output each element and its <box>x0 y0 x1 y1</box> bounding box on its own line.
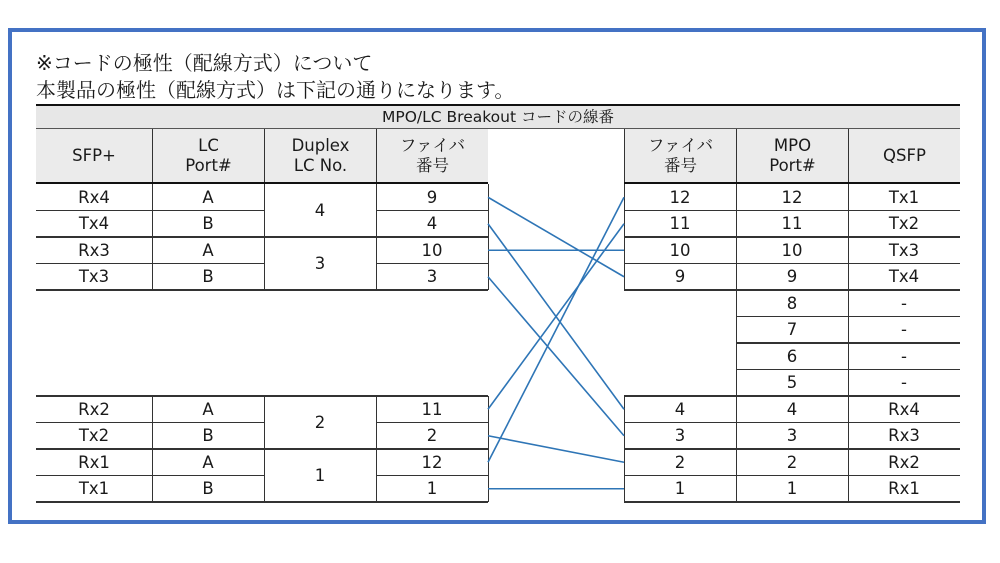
fiber-number-cell: 12 <box>421 452 443 472</box>
fiber-wire-3-to-3 <box>488 277 624 436</box>
fiber-number-cell: 9 <box>426 187 438 207</box>
heading-line-2: 本製品の極性（配線方式）は下記の通りになります。 <box>36 78 515 102</box>
fiber-number-cell: 4 <box>674 399 686 419</box>
lc-port-cell: A <box>202 187 214 207</box>
lc-port-cell: A <box>202 452 214 472</box>
lc-port-cell: B <box>202 479 214 499</box>
mpo-port-cell: 4 <box>786 399 798 419</box>
fiber-number-cell: 10 <box>421 240 443 260</box>
qsfp-lane-cell: Rx1 <box>888 479 920 499</box>
qsfp-lane-cell: Tx4 <box>888 267 920 287</box>
sfp-port-cell: Tx2 <box>78 426 110 446</box>
fiber-number-cell: 1 <box>674 479 686 499</box>
qsfp-lane-cell: Rx4 <box>888 399 920 419</box>
duplex-lc-cell: 4 <box>314 201 326 220</box>
lc-port-cell: B <box>202 426 214 446</box>
fiber-number-cell: 10 <box>669 240 691 260</box>
mpo-port-cell: 5 <box>786 373 798 393</box>
lc-port-cell: A <box>202 399 214 419</box>
mpo-port-cell: 12 <box>781 187 803 207</box>
fiber-wire-2-to-2 <box>488 436 624 463</box>
heading-line-1: ※コードの極性（配線方式）について <box>36 51 373 75</box>
qsfp-lane-cell: - <box>901 293 907 313</box>
mpo-port-cell: 2 <box>786 452 798 472</box>
fiber-number-cell: 12 <box>669 187 691 207</box>
fiber-number-cell: 1 <box>426 479 438 499</box>
fiber-number-cell: 2 <box>426 426 438 446</box>
sfp-port-cell: Tx1 <box>78 479 110 499</box>
sfp-port-cell: Rx4 <box>78 187 110 207</box>
mpo-port-cell: 1 <box>786 479 798 499</box>
mpo-port-cell: 9 <box>786 267 798 287</box>
qsfp-lane-cell: Tx2 <box>888 214 920 234</box>
mpo-port-cell: 11 <box>781 214 803 234</box>
sfp-port-cell: Rx1 <box>78 452 110 472</box>
sfp-port-cell: Tx3 <box>78 267 110 287</box>
header-mpo-port: MPO Port# <box>736 129 848 182</box>
sfp-port-cell: Rx3 <box>78 240 110 260</box>
lc-port-cell: A <box>202 240 214 260</box>
header-duplex-lc: Duplex LC No. <box>264 129 376 182</box>
fiber-number-cell: 2 <box>674 452 686 472</box>
mpo-port-cell: 7 <box>786 320 798 340</box>
qsfp-lane-cell: Tx1 <box>888 187 920 207</box>
fiber-number-cell: 3 <box>674 426 686 446</box>
mpo-port-cell: 10 <box>781 240 803 260</box>
mpo-port-cell: 8 <box>786 293 798 313</box>
duplex-lc-cell: 1 <box>314 466 326 485</box>
header-sfp: SFP+ <box>72 145 116 165</box>
qsfp-lane-cell: Rx3 <box>888 426 920 446</box>
fiber-number-cell: 11 <box>421 399 443 419</box>
mpo-port-cell: 6 <box>786 346 798 366</box>
header-lc-port: LC Port# <box>152 129 264 182</box>
lc-port-cell: B <box>202 214 214 234</box>
lc-port-cell: B <box>202 267 214 287</box>
fiber-number-cell: 9 <box>674 267 686 287</box>
fiber-number-cell: 11 <box>669 214 691 234</box>
qsfp-lane-cell: - <box>901 346 907 366</box>
qsfp-lane-cell: - <box>901 320 907 340</box>
qsfp-lane-cell: - <box>901 373 907 393</box>
qsfp-lane-cell: Rx2 <box>888 452 920 472</box>
duplex-lc-cell: 2 <box>314 413 326 432</box>
header-qsfp: QSFP <box>848 129 960 182</box>
fiber-number-cell: 3 <box>426 267 438 287</box>
sfp-port-cell: Tx4 <box>78 214 110 234</box>
table-title: MPO/LC Breakout コードの線番 <box>36 104 960 129</box>
duplex-lc-cell: 3 <box>314 254 326 273</box>
header-fiber-left: ファイバ 番号 <box>376 129 488 182</box>
qsfp-lane-cell: Tx3 <box>888 240 920 260</box>
sfp-port-cell: Rx2 <box>78 399 110 419</box>
header-fiber-right: ファイバ 番号 <box>624 129 736 182</box>
fiber-number-cell: 4 <box>426 214 438 234</box>
mpo-port-cell: 3 <box>786 426 798 446</box>
